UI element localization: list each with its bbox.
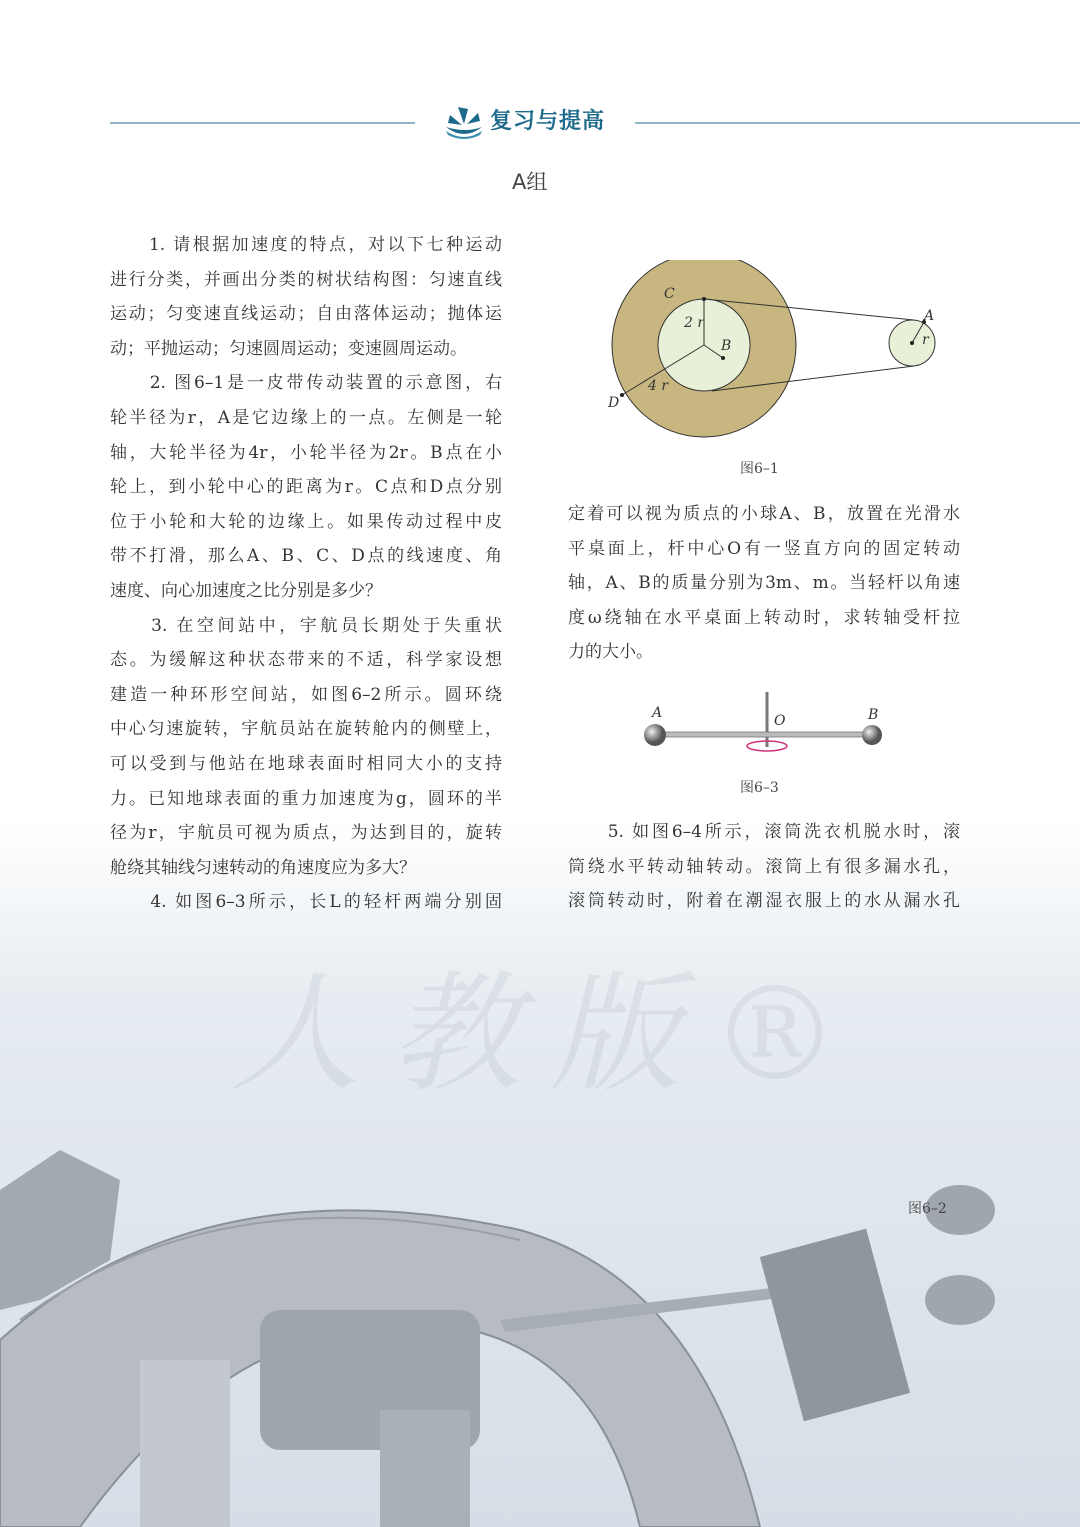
label-B: B bbox=[868, 707, 879, 723]
text-line: 轮半径为r，A是它边缘上的一点。左侧是一轮 bbox=[110, 407, 502, 428]
group-title: A组 bbox=[512, 170, 548, 194]
ball-A bbox=[644, 724, 666, 746]
ball-B bbox=[862, 725, 882, 745]
header-rule-right bbox=[635, 122, 1080, 124]
label-2r: 2 r bbox=[684, 315, 705, 331]
figure-6-2-space-station bbox=[0, 1080, 1080, 1527]
label-C: C bbox=[664, 286, 675, 302]
label-D: D bbox=[608, 395, 620, 411]
text-line: 轴，A、B的质量分别为3m、m。当轻杆以角速 bbox=[568, 573, 960, 594]
label-A: A bbox=[924, 308, 935, 324]
right-column-text-problem-4 bbox=[568, 497, 960, 670]
text-line: 1. 请根据加速度的特点，对以下七种运动 bbox=[110, 235, 502, 255]
figure-6-1-belt-drive bbox=[600, 260, 960, 450]
text-line: 轴，大轮半径为4r，小轮半径为2r。B点在小 bbox=[110, 442, 502, 463]
text-line: 速度、向心加速度之比分别是多少？ bbox=[110, 580, 382, 601]
label-A: A bbox=[652, 705, 663, 721]
text-line: 4. 如图6–3所示，长L的轻杆两端分别固 bbox=[110, 892, 502, 913]
watermark: 人教版® bbox=[230, 958, 871, 1110]
text-line: 态。为缓解这种状态带来的不适，科学家设想 bbox=[110, 650, 502, 671]
label-4r: 4 r bbox=[648, 378, 669, 394]
text-line: 运动；匀变速直线运动；自由落体运动；抛体运 bbox=[110, 304, 502, 325]
text-line: 力。已知地球表面的重力加速度为g，圆环的半 bbox=[110, 788, 502, 809]
text-line: 力的大小。 bbox=[568, 642, 653, 663]
text-line: 2. 图6–1是一皮带传动装置的示意图，右 bbox=[110, 373, 502, 394]
text-line: 定着可以视为质点的小球A、B，放置在光滑水 bbox=[568, 504, 960, 524]
label-r: r bbox=[922, 332, 929, 348]
text-line: 滚筒转动时，附着在潮湿衣服上的水从漏水孔 bbox=[568, 891, 960, 912]
label-B: B bbox=[721, 338, 732, 354]
text-line: 带不打滑，那么A、B、C、D点的线速度、角 bbox=[110, 546, 502, 567]
text-line: 筒绕水平转动轴转动。滚筒上有很多漏水孔， bbox=[568, 856, 960, 877]
text-line: 位于小轮和大轮的边缘上。如果传动过程中皮 bbox=[110, 511, 502, 532]
figure-6-3-rod bbox=[630, 685, 900, 760]
figure-6-2-caption: 图6–2 bbox=[908, 1201, 947, 1217]
text-line: 动；平抛运动；匀速圆周运动；变速圆周运动。 bbox=[110, 338, 467, 359]
figure-6-1-caption: 图6–1 bbox=[740, 461, 779, 477]
text-line: 进行分类，并画出分类的树状结构图：匀速直线 bbox=[110, 269, 502, 290]
figure-6-3-caption: 图6–3 bbox=[740, 780, 779, 796]
text-line: 径为r，宇航员可视为质点，为达到目的，旋转 bbox=[110, 823, 502, 844]
text-line: 3. 在空间站中，宇航员长期处于失重状 bbox=[110, 615, 502, 636]
left-column-text bbox=[110, 228, 502, 920]
text-line: 5. 如图6–4所示，滚筒洗衣机脱水时，滚 bbox=[568, 822, 960, 842]
text-line: 中心匀速旋转，宇航员站在旋转舱内的侧壁上， bbox=[110, 719, 502, 740]
text-line: 可以受到与他站在地球表面时相同大小的支持 bbox=[110, 753, 502, 774]
label-O: O bbox=[774, 713, 786, 729]
teal-fan-logo-icon bbox=[444, 103, 484, 141]
text-line: 度ω绕轴在水平桌面上转动时，求转轴受杆拉 bbox=[568, 607, 960, 628]
header-rule-left bbox=[110, 122, 415, 124]
section-title: 复习与提高 bbox=[490, 109, 606, 134]
text-line: 舱绕其轴线匀速转动的角速度应为多大？ bbox=[110, 857, 416, 878]
right-column-text-problem-5 bbox=[568, 815, 960, 919]
text-line: 建造一种环形空间站，如图6–2所示。圆环绕 bbox=[110, 684, 502, 705]
text-line: 轮上，到小轮中心的距离为r。C点和D点分别 bbox=[110, 477, 502, 498]
text-line: 平桌面上，杆中心O有一竖直方向的固定转动 bbox=[568, 538, 960, 559]
